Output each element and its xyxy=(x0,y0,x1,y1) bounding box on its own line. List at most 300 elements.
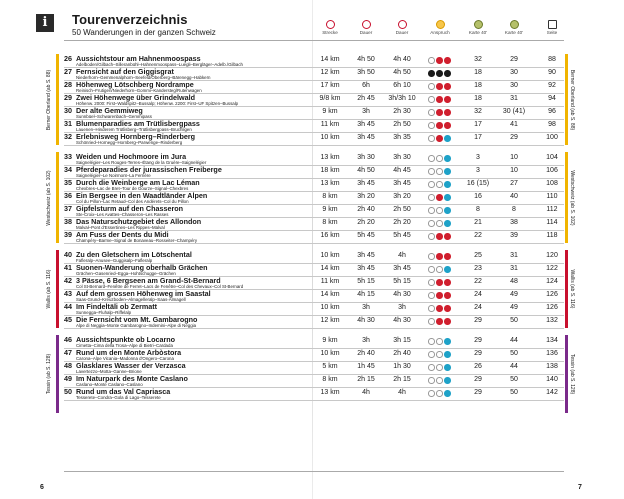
tour-duration-up: 3h 45 xyxy=(357,134,375,141)
tour-duration-down: 3h 45 xyxy=(393,265,411,272)
tour-number: 48 xyxy=(64,361,72,370)
tour-number: 46 xyxy=(64,335,72,344)
tour-map-2: 49 xyxy=(510,291,518,298)
difficulty-dot xyxy=(436,292,443,299)
tour-number: 43 xyxy=(64,289,72,298)
tour-duration-up: 2h 40 xyxy=(357,350,375,357)
difficulty-dot xyxy=(428,351,435,358)
tour-duration-down: 4h 45 xyxy=(393,167,411,174)
page-number-left: 6 xyxy=(40,484,44,491)
tour-duration-down: 4h 30 xyxy=(393,291,411,298)
pin-icon xyxy=(326,20,335,29)
difficulty-dot xyxy=(436,338,443,345)
difficulty-dot xyxy=(436,57,443,64)
difficulty-dot xyxy=(436,194,443,201)
region-bar-right xyxy=(565,335,568,413)
region-label-left: Westschweiz (ab S. 102) xyxy=(46,169,52,226)
tour-page: 110 xyxy=(546,193,558,200)
tour-distance: 11 km xyxy=(320,121,340,128)
difficulty-dot xyxy=(444,390,451,397)
difficulty-dot xyxy=(444,109,451,116)
difficulty-rating xyxy=(428,377,458,385)
tour-route: Lavertezzo–Motta–Ganne–Brione xyxy=(76,369,142,374)
tour-page: 142 xyxy=(546,389,558,396)
tour-map-1: 32 xyxy=(474,108,482,115)
tour-route: Sunnbüel–Schwarenbach–Gemmipass xyxy=(76,114,152,119)
tour-duration-up: 3h 45 xyxy=(357,121,375,128)
tour-number: 29 xyxy=(64,93,72,102)
difficulty-dot xyxy=(444,194,451,201)
tour-duration-down: 2h 40 xyxy=(393,350,411,357)
difficulty-dot xyxy=(444,253,451,260)
difficulty-dot xyxy=(444,305,451,312)
difficulty-dot xyxy=(444,96,451,103)
column-header-label: Karte 40' xyxy=(468,30,488,35)
tour-distance: 9 km xyxy=(322,108,338,115)
column-header-label: Strecke xyxy=(322,30,338,35)
tour-map-1: 22 xyxy=(474,232,482,239)
tour-distance: 9 km xyxy=(322,206,338,213)
tour-duration-down: 3h 30 xyxy=(393,154,411,161)
tour-map-2: 39 xyxy=(510,232,518,239)
tour-duration-down: 2h 20 xyxy=(393,219,411,226)
tour-name: Die Fernsicht vom Mt. Gambarogno xyxy=(76,315,198,324)
tour-duration-down: 2h 50 xyxy=(393,121,411,128)
difficulty-dot xyxy=(444,338,451,345)
tour-duration-up: 2h 40 xyxy=(357,206,375,213)
difficulty-dot xyxy=(436,122,443,129)
tour-route: Ste-Croix–Les Avattes–Chasseron–Les Rasses xyxy=(76,212,169,217)
difficulty-dot xyxy=(444,364,451,371)
region-bar-left xyxy=(56,152,59,243)
tour-duration-up: 4h 15 xyxy=(357,291,375,298)
tour-number: 49 xyxy=(64,374,72,383)
region-label-right: Berner Oberland (ab S. 88) xyxy=(569,69,575,130)
row-divider xyxy=(64,145,564,146)
tour-number: 50 xyxy=(64,387,72,396)
difficulty-dot xyxy=(428,168,435,175)
difficulty-dot xyxy=(436,377,443,384)
tour-duration-up: 3h xyxy=(362,304,370,311)
tour-map-1: 3 xyxy=(476,167,480,174)
tour-distance: 9 km xyxy=(322,337,338,344)
tour-map-2: 10 xyxy=(510,167,518,174)
tour-page: 96 xyxy=(548,108,556,115)
column-header-up xyxy=(349,20,383,35)
column-header-label: Seite xyxy=(546,30,558,35)
difficulty-dot xyxy=(444,292,451,299)
difficulty-dot xyxy=(436,168,443,175)
difficulty-rating xyxy=(428,194,458,202)
difficulty-dot xyxy=(428,364,435,371)
tour-duration-up: 5h 15 xyxy=(357,278,375,285)
difficulty-dot xyxy=(444,70,451,77)
tour-name: Ein Bergsee in den Waadtländer Alpen xyxy=(76,191,208,200)
difficulty-dot xyxy=(444,155,451,162)
tour-duration-up: 3h xyxy=(362,108,370,115)
tour-page: 104 xyxy=(546,154,558,161)
page-title: Tourenverzeichnis xyxy=(72,12,188,27)
tour-page: 118 xyxy=(546,232,558,239)
tour-duration-down: 4h 30 xyxy=(393,317,411,324)
difficulty-dot xyxy=(436,279,443,286)
tour-number: 41 xyxy=(64,263,72,272)
tour-map-1: 25 xyxy=(474,252,482,259)
tour-number: 40 xyxy=(64,250,72,259)
tour-page: 112 xyxy=(546,206,558,213)
tour-map-2: 44 xyxy=(510,337,518,344)
tour-map-2: 8 xyxy=(512,206,516,213)
tour-map-2: 50 xyxy=(510,376,518,383)
tour-map-2: 48 xyxy=(510,278,518,285)
tour-page: 126 xyxy=(546,291,558,298)
tour-duration-down: 3h/3h 10 xyxy=(388,95,416,102)
tour-number: 32 xyxy=(64,132,72,141)
difficulty-dot xyxy=(436,207,443,214)
tour-route: Höhenw. 2000: First–Waldspitz–Bussalp; Höhenw. 2200: First–UF Spitzen–Bussalp xyxy=(76,101,239,106)
tour-duration-down: 3h 35 xyxy=(393,134,411,141)
tour-number: 28 xyxy=(64,80,72,89)
tour-name: Gipfelsturm auf den Chasseron xyxy=(76,204,184,213)
tour-duration-up: 3h xyxy=(362,337,370,344)
difficulty-rating xyxy=(428,338,458,346)
tour-map-2: 50 xyxy=(510,350,518,357)
region-bar-left xyxy=(56,335,59,413)
column-header-label: Karte 40' xyxy=(504,30,524,35)
difficulty-dot xyxy=(436,181,443,188)
tour-map-2: 30 xyxy=(510,69,518,76)
tour-duration-up: 2h 15 xyxy=(357,376,375,383)
tour-distance: 14 km xyxy=(320,265,340,272)
difficulty-rating xyxy=(428,207,458,215)
tour-number: 33 xyxy=(64,152,72,161)
tour-page: 140 xyxy=(546,376,558,383)
difficulty-dot xyxy=(444,207,451,214)
column-header-label: Dauer xyxy=(359,30,373,35)
tour-map-2: 44 xyxy=(510,363,518,370)
tour-duration-up: 2h 20 xyxy=(357,219,375,226)
tour-distance: 9/8 km xyxy=(319,95,341,102)
tour-page: 132 xyxy=(546,317,558,324)
tour-map-2: 31 xyxy=(510,252,518,259)
tour-number: 30 xyxy=(64,106,72,115)
tour-number: 35 xyxy=(64,178,72,187)
tour-distance: 8 km xyxy=(322,219,338,226)
column-header-map2 xyxy=(497,20,531,35)
tour-route: Champéry–Barme–Signal de Bonaveau–Rosseiter–Champéry xyxy=(76,238,198,243)
tour-map-1: 8 xyxy=(476,206,480,213)
tour-map-1: 24 xyxy=(474,304,482,311)
difficulty-rating xyxy=(428,220,458,228)
region-bar-left xyxy=(56,54,59,145)
difficulty-rating xyxy=(428,351,458,359)
tour-route: Adelboden/Gilbach–Silleranbühl–Hahnenmoospass–Luegli–Bergläger–Adelb./Gilbach xyxy=(76,62,243,67)
tour-distance: 10 km xyxy=(320,350,340,357)
difficulty-rating xyxy=(428,168,458,176)
tour-duration-up: 2h 45 xyxy=(357,95,375,102)
tour-map-1: 29 xyxy=(474,350,482,357)
tour-map-1: 29 xyxy=(474,376,482,383)
row-divider xyxy=(64,328,564,329)
tour-duration-down: 1h 30 xyxy=(393,363,411,370)
difficulty-rating xyxy=(428,96,458,104)
difficulty-rating xyxy=(428,70,458,78)
tour-name: Fernsicht auf den Giggisgrat xyxy=(76,67,174,76)
tour-duration-up: 3h 20 xyxy=(357,193,375,200)
tour-number: 44 xyxy=(64,302,72,311)
column-header-page xyxy=(535,20,569,35)
column-header-km xyxy=(313,20,347,35)
tour-number: 39 xyxy=(64,230,72,239)
tour-name: Auf dem grossen Höhenweg im Saastal xyxy=(76,289,211,298)
tour-route: Saas-Grund–Kreuzboden–Almagelleralp–Saas-Almagell xyxy=(76,297,186,302)
difficulty-dot xyxy=(444,57,451,64)
difficulty-rating xyxy=(428,233,458,241)
tour-duration-down: 2h 30 xyxy=(393,108,411,115)
tour-distance: 13 km xyxy=(320,389,340,396)
tour-page: 134 xyxy=(546,337,558,344)
region-bar-left xyxy=(56,250,59,328)
tour-distance: 11 km xyxy=(320,278,340,285)
difficulty-dot xyxy=(428,207,435,214)
tour-route: Niederhorn–Gemmenalphorn–Seefeld/Oberberg–Bärenegg–Habkern xyxy=(76,75,211,80)
tour-map-2: 29 xyxy=(510,134,518,141)
difficulty-dot xyxy=(428,266,435,273)
tour-distance: 8 km xyxy=(322,376,338,383)
tour-distance: 14 km xyxy=(320,291,340,298)
tour-duration-down: 2h 15 xyxy=(393,376,411,383)
region-label-right: Tessin (ab S. 128) xyxy=(569,353,575,395)
tour-map-2: 31 xyxy=(510,265,518,272)
tour-route: Tesserete–Condra–Gola di Lago–Tesserete xyxy=(76,395,161,400)
tour-duration-up: 3h 45 xyxy=(357,180,375,187)
difficulty-dot xyxy=(428,57,435,64)
difficulty-dot xyxy=(444,181,451,188)
tour-distance: 10 km xyxy=(320,304,340,311)
tour-name: Der alte Gemmiweg xyxy=(76,106,143,115)
clock-up-icon xyxy=(362,20,371,29)
tour-map-1: 23 xyxy=(474,265,482,272)
tour-duration-up: 5h 45 xyxy=(357,232,375,239)
column-header-label: Dauer xyxy=(395,30,409,35)
difficulty-dot xyxy=(436,364,443,371)
tour-duration-up: 4h xyxy=(362,389,370,396)
tour-map-2: 41 xyxy=(510,121,518,128)
difficulty-dot xyxy=(436,253,443,260)
tour-name: Rund um den Monte Arbòstora xyxy=(76,348,182,357)
difficulty-rating xyxy=(428,266,458,274)
difficulty-dot xyxy=(444,233,451,240)
tour-distance: 18 km xyxy=(320,167,340,174)
tour-page: 94 xyxy=(548,95,556,102)
tour-duration-up: 4h 50 xyxy=(357,167,375,174)
difficulty-dot xyxy=(436,96,443,103)
clock-down-icon xyxy=(398,20,407,29)
tour-page: 100 xyxy=(546,134,558,141)
tour-map-1: 3 xyxy=(476,154,480,161)
bottom-rule xyxy=(64,471,564,472)
tour-name: Im Naturpark des Monte Caslano xyxy=(76,374,188,383)
difficulty-dot xyxy=(428,220,435,227)
difficulty-dot xyxy=(436,135,443,142)
tour-distance: 13 km xyxy=(320,154,340,161)
tour-route: Lauenen–Hinderem Trütlisberg–Trütlisbergpass–Bruchligen xyxy=(76,127,192,132)
tour-duration-up: 4h 50 xyxy=(357,56,375,63)
tour-page: 114 xyxy=(546,219,558,226)
tour-number: 42 xyxy=(64,276,72,285)
difficulty-dot xyxy=(436,220,443,227)
region-bar-right xyxy=(565,54,568,145)
tour-name: Erlebnisweg Hornberg–Rinderberg xyxy=(76,132,196,141)
difficulty-rating xyxy=(428,364,458,372)
tour-map-1: 24 xyxy=(474,291,482,298)
tour-duration-down: 5h 15 xyxy=(393,278,411,285)
difficulty-dot xyxy=(428,194,435,201)
tour-route: Reinisch–Frutigen/Niederhorn–Gommi–Kandersteg/Rutenwagen xyxy=(76,88,202,93)
difficulty-dot xyxy=(444,135,451,142)
difficulty-dot xyxy=(436,233,443,240)
difficulty-dot xyxy=(444,351,451,358)
tour-page: 88 xyxy=(548,56,556,63)
region-bar-right xyxy=(565,250,568,328)
tour-map-1: 21 xyxy=(474,219,482,226)
book-icon xyxy=(548,20,557,29)
tour-route: Sunnegga–Fluhalp–Riffelalp xyxy=(76,310,132,315)
tour-duration-down: 4h 50 xyxy=(393,69,411,76)
tour-distance: 12 km xyxy=(320,69,340,76)
map-icon xyxy=(474,20,483,29)
difficulty-dot xyxy=(428,377,435,384)
tour-name: Zu den Gletschern im Lötschental xyxy=(76,250,192,259)
tour-map-1: 16 (15) xyxy=(466,180,490,187)
difficulty-dot xyxy=(444,220,451,227)
tour-name: Suonen-Wanderung oberhalb Grächen xyxy=(76,263,208,272)
tour-duration-down: 6h 10 xyxy=(393,82,411,89)
difficulty-rating xyxy=(428,181,458,189)
tour-duration-down: 4h xyxy=(398,389,406,396)
tour-number: 37 xyxy=(64,204,72,213)
region-label-left: Berner Oberland (ab S. 88) xyxy=(46,69,52,130)
difficulty-rating xyxy=(428,155,458,163)
tour-page: 138 xyxy=(546,363,558,370)
tour-route: Alpe di Neggia–Monte Gambarogno–Indemini–Alpe di Neggia xyxy=(76,323,197,328)
difficulty-rating xyxy=(428,305,458,313)
difficulty-dot xyxy=(428,122,435,129)
tour-distance: 12 km xyxy=(320,317,340,324)
difficulty-rating xyxy=(428,292,458,300)
difficulty-dot xyxy=(436,351,443,358)
tour-map-1: 22 xyxy=(474,278,482,285)
tour-map-1: 26 xyxy=(474,363,482,370)
tour-map-1: 17 xyxy=(474,134,482,141)
difficulty-dot xyxy=(444,168,451,175)
difficulty-dot xyxy=(436,390,443,397)
tour-map-2: 30 xyxy=(510,82,518,89)
tour-name: Blumenparadies am Trütlisbergpass xyxy=(76,119,200,128)
tour-route: Carona–Alpe Vicania–Madonna d'Ongero–Carona xyxy=(76,356,174,361)
region-label-left: Wallis (ab S. 116) xyxy=(46,269,52,309)
tour-distance: 17 km xyxy=(320,82,340,89)
tour-name: Glasklares Wasser der Verzasca xyxy=(76,361,186,370)
tour-duration-up: 1h 45 xyxy=(357,363,375,370)
page-number-right: 7 xyxy=(578,484,582,491)
tour-name: Aussichtspunkte ob Locarno xyxy=(76,335,176,344)
difficulty-rating xyxy=(428,135,458,143)
difficulty-dot xyxy=(428,70,435,77)
tour-name: Am Fuss der Dents du Midi xyxy=(76,230,169,239)
tour-name: Höhenweg Lötschberg Nordrampe xyxy=(76,80,194,89)
difficulty-dot xyxy=(444,122,451,129)
tour-page: 122 xyxy=(546,265,558,272)
tour-map-1: 17 xyxy=(474,121,482,128)
tour-number: 36 xyxy=(64,191,72,200)
tour-route: Fafleralp–Anusee–Guggisalp–Fafleralp xyxy=(76,258,153,263)
difficulty-dot xyxy=(436,109,443,116)
difficulty-dot xyxy=(428,233,435,240)
difficulty-dot xyxy=(428,135,435,142)
tour-route: Cimetta–Cima della Trosa–Alpe di Bietri–Cardada xyxy=(76,343,173,348)
difficulty-dot xyxy=(436,70,443,77)
tour-map-2: 38 xyxy=(510,219,518,226)
tour-duration-up: 3h 45 xyxy=(357,252,375,259)
tour-number: 26 xyxy=(64,54,72,63)
tour-route: Malval–Pont d'Essertines–Les Rippes–Malval xyxy=(76,225,165,230)
tour-route: Col St-Bernard–Fenêtre de Ferret–Lacs de Fenêtre–Col des Chevaux–Col St-Bernard xyxy=(76,284,244,289)
tour-page: 124 xyxy=(546,278,558,285)
tour-map-2: 29 xyxy=(510,56,518,63)
tour-map-2: 50 xyxy=(510,317,518,324)
tour-duration-up: 3h 45 xyxy=(357,265,375,272)
tour-duration-down: 3h xyxy=(398,304,406,311)
tour-map-1: 32 xyxy=(474,56,482,63)
region-bar-right xyxy=(565,152,568,243)
tour-page: 92 xyxy=(548,82,556,89)
tour-duration-up: 3h 30 xyxy=(357,154,375,161)
column-header-map1 xyxy=(461,20,495,35)
difficulty-dot xyxy=(428,83,435,90)
tour-page: 120 xyxy=(546,252,558,259)
difficulty-dot xyxy=(444,279,451,286)
difficulty-rating xyxy=(428,122,458,130)
tour-duration-down: 2h 50 xyxy=(393,206,411,213)
tour-route: Saignelégier–Les Rouges-Terres–Étang de la Gruère–Saignelégier xyxy=(76,160,207,165)
tour-name: 3 Pässe, 6 Bergseen am Grand-St-Bernard xyxy=(76,276,221,285)
difficulty-rating xyxy=(428,318,458,326)
tour-page: 98 xyxy=(548,121,556,128)
difficulty-dot xyxy=(428,109,435,116)
difficulty-rating xyxy=(428,83,458,91)
tour-number: 34 xyxy=(64,165,72,174)
difficulty-dot xyxy=(436,83,443,90)
tour-map-1: 18 xyxy=(474,69,482,76)
tour-distance: 13 km xyxy=(320,180,340,187)
tour-name: Zwei Höhenwege über Grindelwald xyxy=(76,93,196,102)
tour-duration-down: 3h 20 xyxy=(393,193,411,200)
difficulty-rating xyxy=(428,390,458,398)
tour-route: Saignelégier–Le Noirmont–La Ferrière xyxy=(76,173,151,178)
tour-map-1: 18 xyxy=(474,95,482,102)
difficulty-dot xyxy=(428,305,435,312)
difficulty-rating xyxy=(428,279,458,287)
difficulty-dot xyxy=(436,305,443,312)
tour-page: 108 xyxy=(546,180,558,187)
difficulty-dot xyxy=(444,266,451,273)
difficulty-dot xyxy=(428,155,435,162)
tour-route: Chexbres–Lac de Bret–Tour de Gourze–Signal–Chexbres xyxy=(76,186,189,191)
column-header-down xyxy=(385,20,419,35)
tour-map-2: 49 xyxy=(510,304,518,311)
tour-map-1: 29 xyxy=(474,317,482,324)
